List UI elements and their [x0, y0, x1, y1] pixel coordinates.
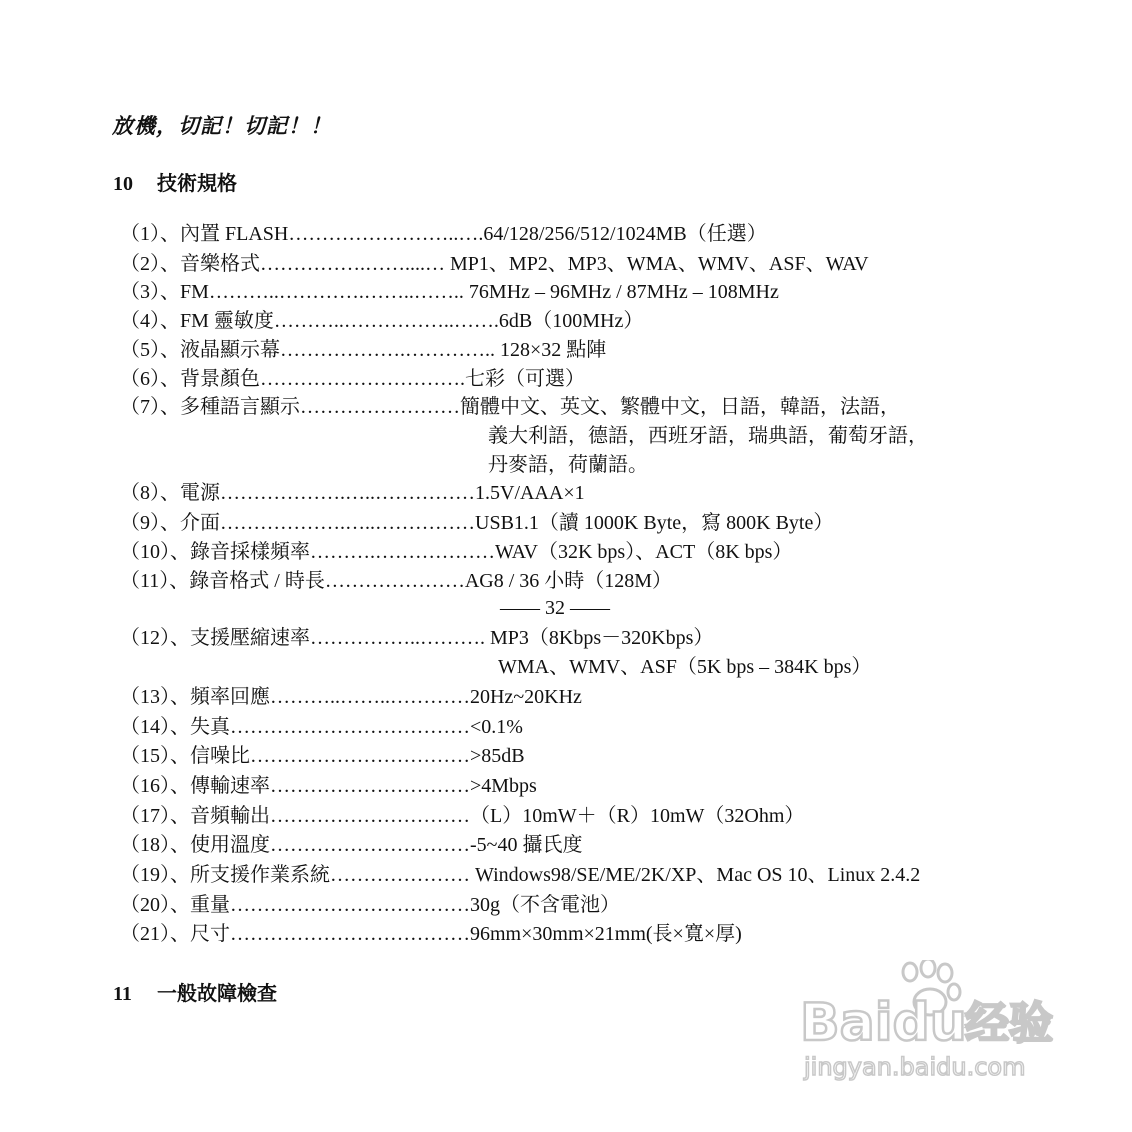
watermark-brand-cn: 经验: [965, 998, 1053, 1049]
spec-line-2: （2）、音樂格式…………….……....… MP1、MP2、MP3、WMA、WMV、ASF、WAV: [120, 253, 869, 275]
section-11-number: 11: [113, 983, 132, 1005]
spec-line-12-cont: WMA、WMV、ASF（5K bps – 384K bps）: [498, 656, 872, 678]
spec-line-14: （14）、失真………………………………<0.1%: [120, 716, 523, 738]
baidu-watermark-logo: [800, 960, 1070, 1090]
paw-toe-2: [921, 960, 935, 977]
paw-toe-1: [903, 963, 917, 981]
spec-line-7-cont-2: 丹麥語，荷蘭語。: [488, 454, 648, 476]
section-11-title: 一般故障檢查: [157, 983, 277, 1005]
spec-line-15: （15）、信噪比……………………………>85dB: [120, 745, 525, 767]
spec-line-21: （21）、尺寸………………………………96mm×30mm×21mm(長×寬×厚): [120, 923, 742, 945]
watermark-brand: Baidu: [800, 993, 967, 1053]
spec-line-9: （9）、介面……………….…..……………USB1.1（讀 1000K Byte，寫 800K Byte）: [120, 512, 834, 534]
spec-line-10: （10）、錄音採樣頻率……….………………WAV（32K bps）、ACT（8K bps）: [120, 541, 793, 563]
spec-line-8: （8）、電源……………….…..……………1.5V/AAA×1: [120, 482, 585, 504]
spec-line-7: （7）、多種語言顯示……………………簡體中文、英文、繁體中文，日語，韓語，法語，: [120, 396, 900, 418]
spec-line-11: （11）、錄音格式 / 時長…………………AG8 / 36 小時（128M）: [120, 570, 673, 592]
watermark-url: jingyan.baidu.com: [804, 1053, 1026, 1081]
spec-line-3: （3）、FM………..………….……..…….. 76MHz – 96MHz / 87MHz – 108MHz: [120, 281, 779, 303]
section-10-number: 10: [113, 173, 133, 195]
spec-line-17: （17）、音頻輸出…………………………（L）10mW＋（R）10mW（32Ohm）: [120, 805, 805, 827]
spec-line-19: （19）、所支援作業系統………………… Windows98/SE/ME/2K/XP、Mac OS 10、Linux 2.4.2: [120, 864, 921, 886]
warning-text: 放機，切記！切記！！: [112, 114, 332, 138]
spec-line-4: （4）、FM 靈敏度………..……………..…….6dB（100MHz）: [120, 310, 644, 332]
spec-line-6: （6）、背景顏色………………………….七彩（可選）: [120, 368, 585, 390]
paw-toe-3: [938, 964, 952, 982]
spec-line-1: （1）、內置 FLASH……………………..….64/128/256/512/1024MB（任選）: [120, 223, 767, 245]
spec-line-20: （20）、重量………………………………30g（不含電池）: [120, 894, 620, 916]
spec-line-13: （13）、頻率回應………..……..…………20Hz~20KHz: [120, 686, 582, 708]
spec-line-18: （18）、使用溫度…………………………-5~40 攝氏度: [120, 834, 583, 856]
section-11-heading: [113, 977, 277, 1006]
page-number: —— 32 ——: [500, 597, 610, 619]
spec-line-12: （12）、支援壓縮速率……………..………. MP3（8Kbps－320Kbps）: [120, 627, 714, 649]
spec-line-7-cont-1: 義大利語，德語，西班牙語，瑞典語，葡萄牙語，: [488, 425, 928, 447]
spec-line-5: （5）、液晶顯示幕……………….………….. 128×32 點陣: [120, 339, 607, 361]
spec-line-16: （16）、傳輸速率…………………………>4Mbps: [120, 775, 537, 797]
section-10-title: 技術規格: [157, 173, 237, 195]
section-10-heading: [113, 167, 237, 196]
